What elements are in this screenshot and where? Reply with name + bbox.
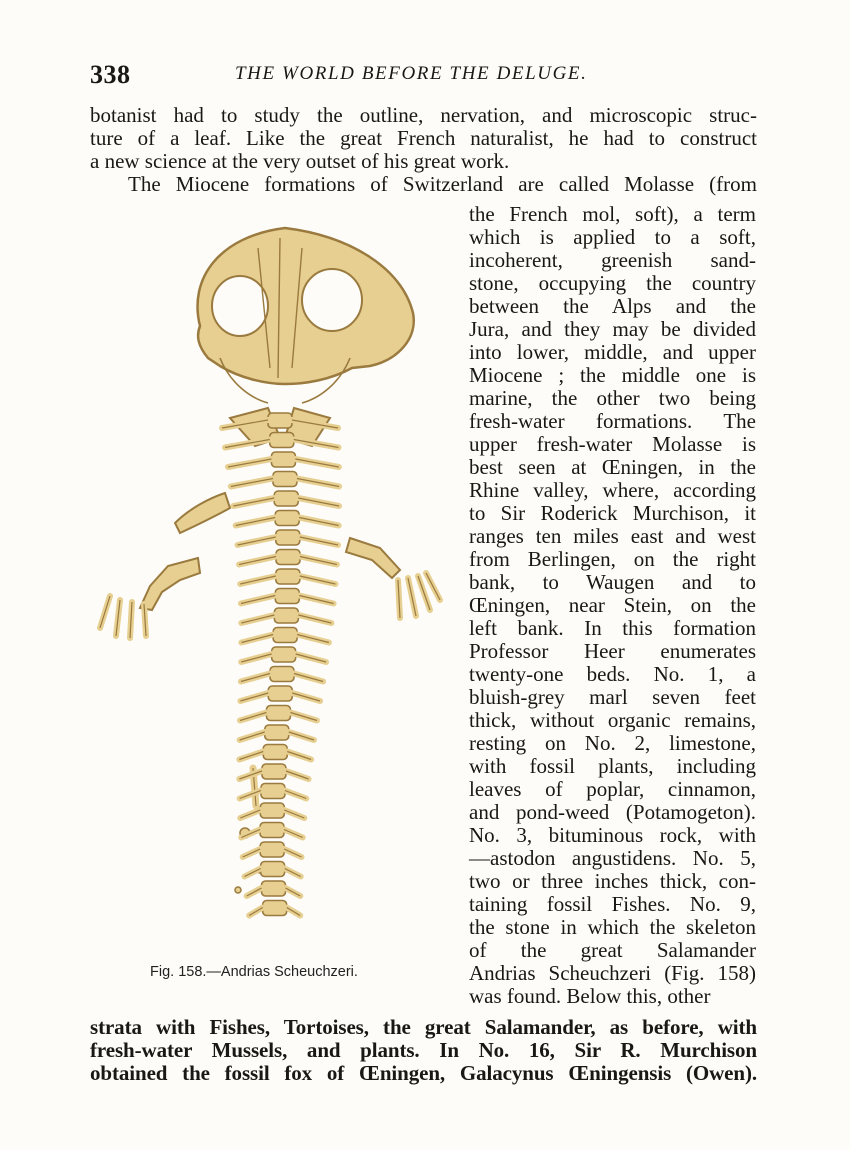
column-text-line: into lower, middle, and upper [469,340,756,364]
vertebra [241,823,302,838]
vertebra [233,491,339,506]
column-text-line: and pond-weed (Potamogeton). [469,800,756,824]
column-text-line: Miocene ; the middle one is [469,363,756,387]
page-number: 338 [90,60,131,89]
text-line: botanist had to study the outline, nervation, and microscopic struc- [90,103,757,127]
intro-paragraph [90,104,757,196]
column-text-line: incoherent, greenish sand- [469,248,756,272]
figure-caption: Fig. 158.—Andrias Scheuchzeri. [150,964,358,980]
vertebra [240,784,307,799]
closing-paragraph [90,1016,757,1085]
vertebra [241,589,334,604]
column-text-line: resting on No. 2, limestone, [469,731,756,755]
vertebra [241,608,331,623]
vertebra [240,686,320,701]
column-text-line: upper fresh-water Molasse is [469,432,756,456]
vertebra [240,569,335,584]
column-text-line: Jura, and they may be divided [469,317,756,341]
column-text-line: of the great Salamander [469,938,756,962]
right-forelimb [346,538,440,618]
text-line: The Miocene formations of Switzerland are called Molasse (from [128,172,757,196]
column-text-line: marine, the other two being [469,386,756,410]
vertebra [225,433,338,448]
vertebra [249,901,300,916]
vertebra [228,452,339,467]
column-text-line: left bank. In this formation [469,616,756,640]
column-text-line: stone, occupying the country [469,271,756,295]
text-line: strata with Fishes, Tortoises, the great Salamander, as before, with [90,1015,757,1039]
column-text-line: was found. Below this, other [469,984,711,1008]
column-text-line: from Berlingen, on the right [469,547,756,571]
column-text-line: to Sir Roderick Murchison, it [469,501,756,525]
right-text-column [469,203,756,1008]
column-text-line: twenty-one beds. No. 1, a [469,662,756,686]
column-text-line: bank, to Waugen and to [469,570,756,594]
salamander-skeleton-illustration [80,208,460,938]
vertebra [240,725,314,740]
column-text-line: best seen at Œningen, in the [469,455,756,479]
vertebra [236,511,339,526]
running-head [90,60,760,90]
column-text-line: Andrias Scheuchzeri (Fig. 158) [469,961,756,985]
salamander-skeleton-figure [80,208,460,938]
text-line: fresh-water Mussels, and plants. In No. 16, Sir R. Murchison [90,1038,757,1062]
vertebra [240,803,304,818]
column-text-line: taining fossil Fishes. No. 9, [469,892,756,916]
vertebra [241,667,323,682]
column-text-line: the French mol, soft), a term [469,202,756,226]
column-text-line: which is applied to a soft, [469,225,756,249]
vertebral-column [222,413,339,916]
column-text-line: ranges ten miles east and west [469,524,756,548]
column-text-line: with fossil plants, including [469,754,756,778]
column-text-line: Œningen, near Stein, on the [469,593,756,617]
vertebra [238,530,338,545]
column-text-line: No. 3, bituminous rock, with [469,823,756,847]
column-text-line: leaves of poplar, cinnamon, [469,777,756,801]
column-text-line: two or three inches thick, con- [469,869,756,893]
vertebra [241,628,328,643]
vertebra [247,881,301,896]
vertebra [243,842,302,857]
vertebra [241,647,326,662]
running-title: THE WORLD BEFORE THE DELUGE. [235,63,588,84]
column-text-line: —astodon angustidens. No. 5, [469,846,756,870]
vertebra [240,706,317,721]
text-line: obtained the fossil fox of Œningen, Galacynus Œningensis (Owen). [90,1061,757,1085]
vertebra [239,745,311,760]
vertebra [239,550,337,565]
column-text-line: Rhine valley, where, according [469,478,756,502]
column-text-line: bluish-grey marl seven feet [469,685,756,709]
column-text-line: thick, without organic remains, [469,708,756,732]
vertebra [245,862,301,877]
column-text-line: between the Alps and the [469,294,756,318]
vertebra [231,472,339,487]
skull [198,228,414,403]
column-text-line: fresh-water formations. The [469,409,756,433]
column-text-line: Professor Heer enumerates [469,639,756,663]
text-line: a new science at the very outset of his great work. [90,149,510,173]
text-line: ture of a leaf. Like the great French naturalist, he had to construct [90,126,757,150]
left-forelimb [100,493,230,638]
column-text-line: the stone in which the skeleton [469,915,756,939]
vertebra [239,764,308,779]
